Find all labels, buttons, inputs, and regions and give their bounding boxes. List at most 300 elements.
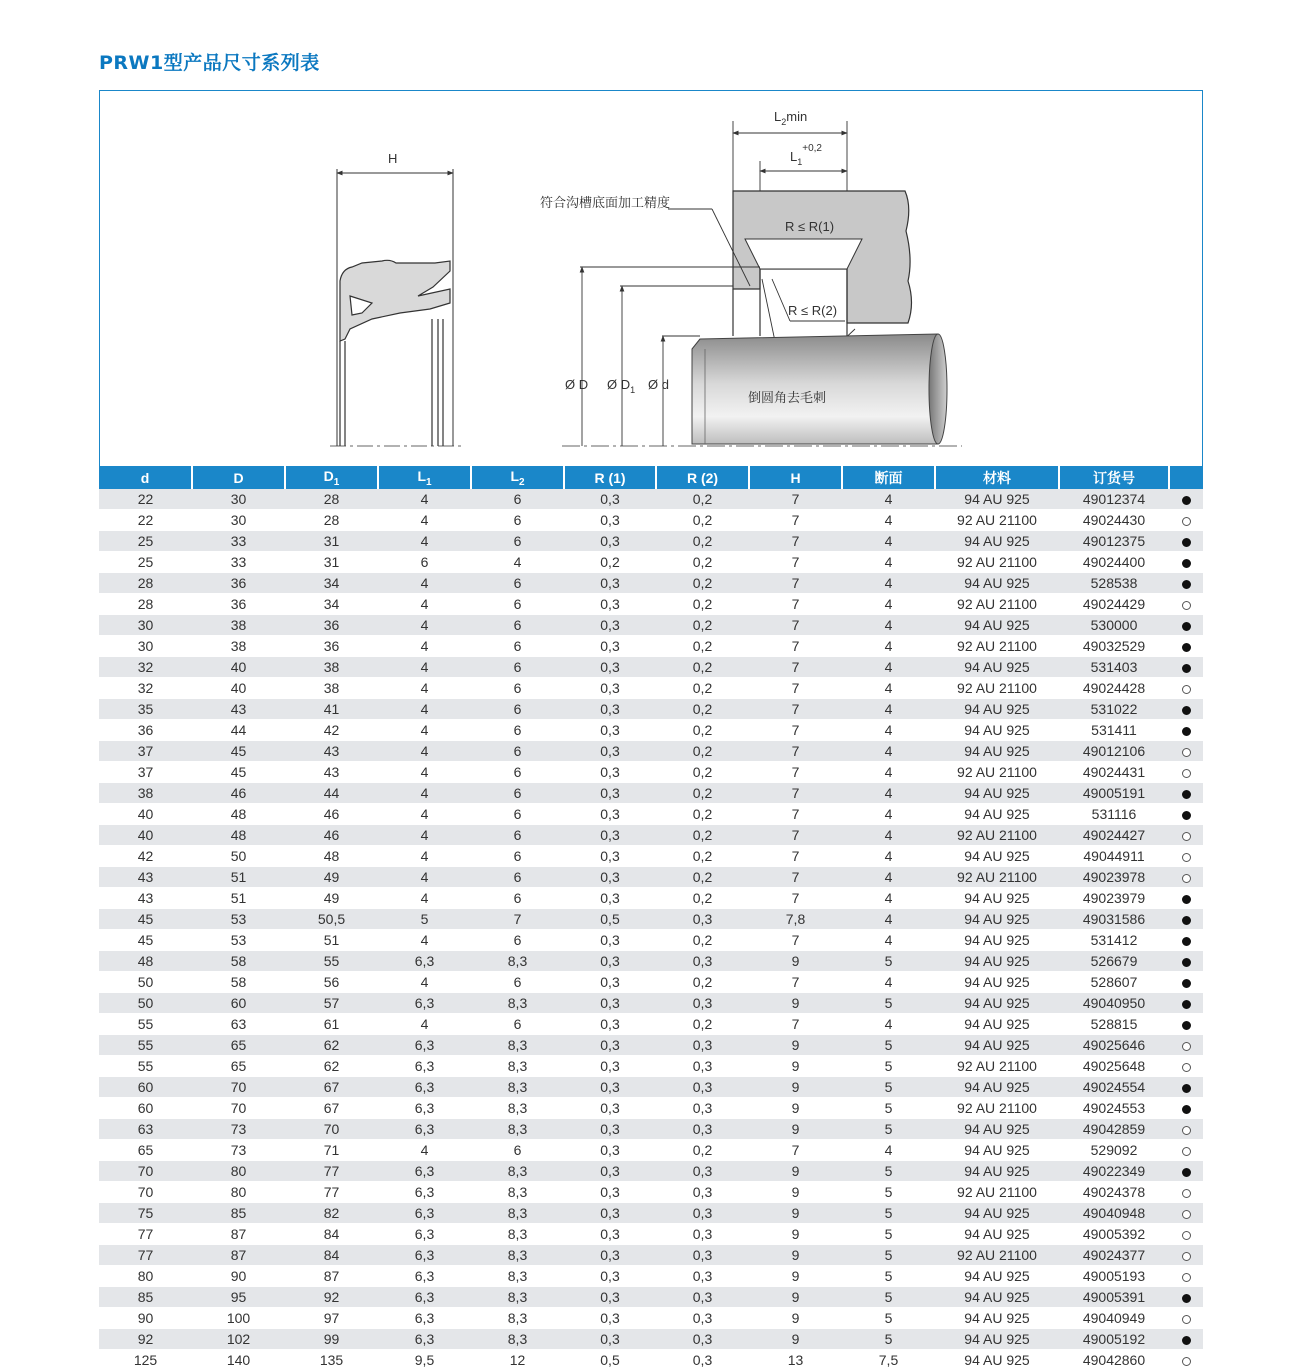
cell-section: 4	[842, 720, 935, 741]
cell-D1: 84	[285, 1245, 378, 1266]
cell-D: 46	[192, 783, 285, 804]
hollow-circle-icon	[1182, 1357, 1191, 1366]
cell-r2: 0,2	[656, 699, 749, 720]
page-title: PRW1型产品尺寸系列表	[99, 52, 320, 74]
cell-h: 9	[749, 951, 842, 972]
cell-availability	[1169, 951, 1203, 972]
table-row	[99, 888, 1203, 909]
cell-r2: 0,3	[656, 1119, 749, 1140]
cell-material: 94 AU 925	[935, 489, 1059, 510]
cell-h: 7	[749, 489, 842, 510]
cell-r1: 0,5	[564, 1350, 656, 1371]
filled-circle-icon	[1182, 958, 1191, 967]
cell-D: 44	[192, 720, 285, 741]
cell-section: 4	[842, 846, 935, 867]
cell-r1: 0,3	[564, 972, 656, 993]
cell-material: 92 AU 21100	[935, 1245, 1059, 1266]
cell-r2: 0,3	[656, 993, 749, 1014]
cell-L1: 4	[378, 741, 471, 762]
cell-D: 33	[192, 531, 285, 552]
cell-material: 94 AU 925	[935, 1308, 1059, 1329]
cell-r2: 0,3	[656, 1056, 749, 1077]
cell-L1: 6,3	[378, 1329, 471, 1350]
cell-L2: 6	[471, 678, 564, 699]
col-header-h: H	[749, 466, 842, 489]
cell-L2: 8,3	[471, 1056, 564, 1077]
cell-material: 94 AU 925	[935, 804, 1059, 825]
cell-section: 4	[842, 657, 935, 678]
cell-L2: 8,3	[471, 1287, 564, 1308]
filled-circle-icon	[1182, 1084, 1191, 1093]
cell-availability	[1169, 489, 1203, 510]
cell-d: 22	[99, 510, 192, 531]
cell-material: 92 AU 21100	[935, 552, 1059, 573]
cell-order-no: 49025648	[1059, 1056, 1169, 1077]
cell-L1: 4	[378, 720, 471, 741]
table-row	[99, 1224, 1203, 1245]
col-header-L1: $L_1$	[378, 466, 471, 489]
cell-d: 43	[99, 888, 192, 909]
cell-r2: 0,2	[656, 762, 749, 783]
cell-order-no: 49023978	[1059, 867, 1169, 888]
table-row	[99, 1266, 1203, 1287]
cell-r2: 0,2	[656, 657, 749, 678]
cell-L1: 4	[378, 615, 471, 636]
cell-d: 25	[99, 552, 192, 573]
cell-d: 22	[99, 489, 192, 510]
filled-circle-icon	[1182, 979, 1191, 988]
cell-L1: 6,3	[378, 1182, 471, 1203]
cell-d: 50	[99, 972, 192, 993]
cell-r2: 0,2	[656, 489, 749, 510]
cell-r1: 0,3	[564, 510, 656, 531]
cell-order-no: 49012106	[1059, 741, 1169, 762]
cell-L2: 6	[471, 930, 564, 951]
table-body	[99, 489, 1203, 1371]
cell-D: 51	[192, 888, 285, 909]
cell-material: 92 AU 21100	[935, 762, 1059, 783]
col-header-r2: R (2)	[656, 466, 749, 489]
cell-L2: 8,3	[471, 1203, 564, 1224]
col-header-availability	[1169, 466, 1203, 489]
cell-D: 36	[192, 594, 285, 615]
table-row	[99, 720, 1203, 741]
cell-h: 7,8	[749, 909, 842, 930]
cell-D1: 77	[285, 1182, 378, 1203]
cell-availability	[1169, 972, 1203, 993]
cell-r2: 0,3	[656, 909, 749, 930]
cell-D: 95	[192, 1287, 285, 1308]
cell-material: 94 AU 925	[935, 573, 1059, 594]
cell-D: 43	[192, 699, 285, 720]
cell-D1: 77	[285, 1161, 378, 1182]
table-row	[99, 678, 1203, 699]
cell-r2: 0,2	[656, 741, 749, 762]
filled-circle-icon	[1182, 706, 1191, 715]
cell-d: 60	[99, 1098, 192, 1119]
cell-L1: 5	[378, 909, 471, 930]
cell-order-no: 49024428	[1059, 678, 1169, 699]
cell-r2: 0,2	[656, 1014, 749, 1035]
cell-D1: 55	[285, 951, 378, 972]
cell-D: 48	[192, 804, 285, 825]
cell-order-no: 49005391	[1059, 1287, 1169, 1308]
col-header-order-no: 订货号	[1059, 466, 1169, 489]
cell-d: 92	[99, 1329, 192, 1350]
cell-L1: 6,3	[378, 1224, 471, 1245]
cell-d: 60	[99, 1077, 192, 1098]
cell-L1: 6,3	[378, 1266, 471, 1287]
table-row	[99, 699, 1203, 720]
cell-order-no: 49025646	[1059, 1035, 1169, 1056]
cell-material: 92 AU 21100	[935, 1056, 1059, 1077]
cell-D1: 62	[285, 1035, 378, 1056]
cell-L1: 4	[378, 636, 471, 657]
cell-order-no: 531022	[1059, 699, 1169, 720]
cell-r2: 0,2	[656, 594, 749, 615]
hollow-circle-icon	[1182, 832, 1191, 841]
cell-order-no: 49042859	[1059, 1119, 1169, 1140]
table-row	[99, 1140, 1203, 1161]
cell-D: 45	[192, 741, 285, 762]
cell-section: 4	[842, 741, 935, 762]
cell-L2: 6	[471, 846, 564, 867]
cell-r1: 0,2	[564, 552, 656, 573]
cell-availability	[1169, 930, 1203, 951]
hollow-circle-icon	[1182, 1147, 1191, 1156]
cell-section: 4	[842, 1140, 935, 1161]
table-row	[99, 951, 1203, 972]
cell-r1: 0,3	[564, 993, 656, 1014]
cell-material: 94 AU 925	[935, 846, 1059, 867]
cell-h: 13	[749, 1350, 842, 1371]
cell-D1: 43	[285, 741, 378, 762]
cell-availability	[1169, 594, 1203, 615]
cell-L1: 6,3	[378, 1098, 471, 1119]
cell-r1: 0,3	[564, 594, 656, 615]
cell-D: 87	[192, 1245, 285, 1266]
cell-D1: 70	[285, 1119, 378, 1140]
cell-D1: 46	[285, 825, 378, 846]
technical-drawing-panel	[99, 90, 1203, 466]
cell-material: 94 AU 925	[935, 951, 1059, 972]
chamfer-note: 倒圆角去毛刺	[748, 390, 827, 405]
cell-order-no: 49005392	[1059, 1224, 1169, 1245]
cell-r1: 0,3	[564, 1287, 656, 1308]
table-row	[99, 867, 1203, 888]
cell-r1: 0,3	[564, 825, 656, 846]
cell-D: 45	[192, 762, 285, 783]
cell-r2: 0,3	[656, 1182, 749, 1203]
cell-D: 58	[192, 972, 285, 993]
cell-order-no: 529092	[1059, 1140, 1169, 1161]
cell-h: 7	[749, 699, 842, 720]
table-row	[99, 1077, 1203, 1098]
table-row	[99, 1098, 1203, 1119]
cell-material: 92 AU 21100	[935, 867, 1059, 888]
cell-r1: 0,3	[564, 1140, 656, 1161]
cell-r1: 0,3	[564, 1161, 656, 1182]
cell-D1: 36	[285, 636, 378, 657]
cell-material: 94 AU 925	[935, 531, 1059, 552]
cell-section: 4	[842, 552, 935, 573]
cell-r2: 0,2	[656, 867, 749, 888]
cell-section: 5	[842, 1245, 935, 1266]
cell-D1: 67	[285, 1098, 378, 1119]
cell-availability	[1169, 1077, 1203, 1098]
cell-L2: 8,3	[471, 1098, 564, 1119]
cell-r2: 0,2	[656, 972, 749, 993]
cell-order-no: 49005193	[1059, 1266, 1169, 1287]
cell-D1: 51	[285, 930, 378, 951]
cell-d: 55	[99, 1014, 192, 1035]
cell-material: 94 AU 925	[935, 888, 1059, 909]
cell-D1: 57	[285, 993, 378, 1014]
cell-order-no: 49012374	[1059, 489, 1169, 510]
cell-material: 94 AU 925	[935, 1350, 1059, 1371]
cell-order-no: 49040950	[1059, 993, 1169, 1014]
cell-section: 4	[842, 783, 935, 804]
cell-D: 65	[192, 1056, 285, 1077]
cell-L1: 6,3	[378, 1056, 471, 1077]
cell-order-no: 49024430	[1059, 510, 1169, 531]
cell-availability	[1169, 573, 1203, 594]
cell-L2: 6	[471, 1140, 564, 1161]
cell-d: 38	[99, 783, 192, 804]
cell-section: 4	[842, 804, 935, 825]
cell-material: 94 AU 925	[935, 657, 1059, 678]
hollow-circle-icon	[1182, 1063, 1191, 1072]
cell-r1: 0,3	[564, 573, 656, 594]
cell-section: 4	[842, 699, 935, 720]
cell-d: 63	[99, 1119, 192, 1140]
filled-circle-icon	[1182, 811, 1191, 820]
cell-L2: 8,3	[471, 1161, 564, 1182]
cell-h: 7	[749, 636, 842, 657]
cell-d: 48	[99, 951, 192, 972]
cell-availability	[1169, 1308, 1203, 1329]
cell-d: 55	[99, 1056, 192, 1077]
cell-r2: 0,3	[656, 1287, 749, 1308]
cell-d: 77	[99, 1224, 192, 1245]
cell-D1: 135	[285, 1350, 378, 1371]
cell-availability	[1169, 1182, 1203, 1203]
cell-section: 5	[842, 1182, 935, 1203]
cell-D1: 84	[285, 1224, 378, 1245]
cell-section: 4	[842, 972, 935, 993]
cell-D: 100	[192, 1308, 285, 1329]
cell-order-no: 49023979	[1059, 888, 1169, 909]
cell-order-no: 49005191	[1059, 783, 1169, 804]
cell-order-no: 49024431	[1059, 762, 1169, 783]
cell-L1: 4	[378, 699, 471, 720]
cell-order-no: 49005192	[1059, 1329, 1169, 1350]
cell-h: 7	[749, 741, 842, 762]
cell-section: 5	[842, 1287, 935, 1308]
cell-d: 37	[99, 741, 192, 762]
cell-availability	[1169, 720, 1203, 741]
cell-h: 7	[749, 867, 842, 888]
cell-r1: 0,3	[564, 1329, 656, 1350]
col-header-D: D	[192, 466, 285, 489]
cell-d: 90	[99, 1308, 192, 1329]
table-row	[99, 1329, 1203, 1350]
cell-L1: 4	[378, 825, 471, 846]
cell-material: 92 AU 21100	[935, 636, 1059, 657]
cell-material: 94 AU 925	[935, 1266, 1059, 1287]
radius-r1-label: R ≤ R(1)	[785, 219, 835, 234]
cell-order-no: 49024553	[1059, 1098, 1169, 1119]
cell-availability	[1169, 762, 1203, 783]
cell-order-no: 49024378	[1059, 1182, 1169, 1203]
cell-D1: 46	[285, 804, 378, 825]
cell-L2: 8,3	[471, 1224, 564, 1245]
cell-D: 40	[192, 657, 285, 678]
cell-material: 92 AU 21100	[935, 1098, 1059, 1119]
cell-r1: 0,3	[564, 615, 656, 636]
table-row	[99, 615, 1203, 636]
dim-label-phi-d-inner: Ø d	[648, 377, 669, 392]
cell-D1: 61	[285, 1014, 378, 1035]
cell-D1: 41	[285, 699, 378, 720]
cell-order-no: 49040949	[1059, 1308, 1169, 1329]
cell-order-no: 528815	[1059, 1014, 1169, 1035]
filled-circle-icon	[1182, 937, 1191, 946]
cell-D: 65	[192, 1035, 285, 1056]
cell-h: 7	[749, 846, 842, 867]
cell-L2: 8,3	[471, 1266, 564, 1287]
cell-L2: 6	[471, 489, 564, 510]
cell-L1: 4	[378, 489, 471, 510]
cell-r1: 0,3	[564, 1245, 656, 1266]
cell-h: 7	[749, 615, 842, 636]
cell-d: 70	[99, 1161, 192, 1182]
cell-material: 92 AU 21100	[935, 1182, 1059, 1203]
cell-d: 25	[99, 531, 192, 552]
table-row	[99, 1308, 1203, 1329]
cell-section: 5	[842, 1161, 935, 1182]
cell-d: 43	[99, 867, 192, 888]
dimension-table	[99, 466, 1203, 1371]
cell-material: 94 AU 925	[935, 1203, 1059, 1224]
cell-h: 9	[749, 993, 842, 1014]
cell-D1: 43	[285, 762, 378, 783]
cell-h: 7	[749, 594, 842, 615]
cell-section: 5	[842, 1266, 935, 1287]
cell-D1: 97	[285, 1308, 378, 1329]
cell-L2: 12	[471, 1350, 564, 1371]
seal-drawing	[100, 91, 1204, 467]
cell-L2: 6	[471, 741, 564, 762]
cell-section: 4	[842, 762, 935, 783]
cell-L2: 6	[471, 510, 564, 531]
cell-D: 80	[192, 1182, 285, 1203]
cell-D1: 67	[285, 1077, 378, 1098]
cell-L2: 6	[471, 615, 564, 636]
filled-circle-icon	[1182, 1105, 1191, 1114]
cell-D: 53	[192, 909, 285, 930]
cell-d: 42	[99, 846, 192, 867]
cell-L1: 6	[378, 552, 471, 573]
cell-L2: 8,3	[471, 1329, 564, 1350]
cell-h: 9	[749, 1224, 842, 1245]
cell-r2: 0,2	[656, 678, 749, 699]
cell-section: 5	[842, 1308, 935, 1329]
cell-d: 35	[99, 699, 192, 720]
cell-section: 4	[842, 594, 935, 615]
filled-circle-icon	[1182, 496, 1191, 505]
cell-d: 45	[99, 930, 192, 951]
cell-availability	[1169, 678, 1203, 699]
table-row	[99, 1119, 1203, 1140]
filled-circle-icon	[1182, 1294, 1191, 1303]
cell-D1: 34	[285, 573, 378, 594]
cell-D1: 31	[285, 531, 378, 552]
hollow-circle-icon	[1182, 517, 1191, 526]
cell-availability	[1169, 657, 1203, 678]
cell-D1: 48	[285, 846, 378, 867]
cell-h: 9	[749, 1287, 842, 1308]
cell-L1: 6,3	[378, 1161, 471, 1182]
cell-d: 50	[99, 993, 192, 1014]
cell-availability	[1169, 1035, 1203, 1056]
cell-r2: 0,2	[656, 783, 749, 804]
cell-L1: 6,3	[378, 951, 471, 972]
hollow-circle-icon	[1182, 1231, 1191, 1240]
filled-circle-icon	[1182, 622, 1191, 631]
cell-d: 28	[99, 573, 192, 594]
cell-material: 94 AU 925	[935, 993, 1059, 1014]
cell-h: 7	[749, 804, 842, 825]
cell-availability	[1169, 1224, 1203, 1245]
cell-section: 5	[842, 1077, 935, 1098]
cell-section: 4	[842, 867, 935, 888]
cell-order-no: 49032529	[1059, 636, 1169, 657]
cell-availability	[1169, 1266, 1203, 1287]
col-header-d: d	[99, 466, 192, 489]
cell-h: 9	[749, 1161, 842, 1182]
cell-availability	[1169, 1056, 1203, 1077]
filled-circle-icon	[1182, 895, 1191, 904]
table-row	[99, 1245, 1203, 1266]
cell-L1: 4	[378, 930, 471, 951]
cell-h: 9	[749, 1329, 842, 1350]
cell-L1: 4	[378, 804, 471, 825]
cell-r2: 0,2	[656, 636, 749, 657]
cell-L1: 4	[378, 762, 471, 783]
table-row	[99, 1056, 1203, 1077]
cell-L2: 8,3	[471, 1077, 564, 1098]
cell-r1: 0,3	[564, 1098, 656, 1119]
cell-r1: 0,3	[564, 846, 656, 867]
cell-r2: 0,2	[656, 573, 749, 594]
cell-material: 94 AU 925	[935, 615, 1059, 636]
cell-section: 4	[842, 678, 935, 699]
hollow-circle-icon	[1182, 1189, 1191, 1198]
cell-material: 92 AU 21100	[935, 510, 1059, 531]
filled-circle-icon	[1182, 643, 1191, 652]
cell-d: 65	[99, 1140, 192, 1161]
table-header-row	[99, 466, 1203, 489]
cell-d: 45	[99, 909, 192, 930]
cell-availability	[1169, 1245, 1203, 1266]
cell-r1: 0,3	[564, 1224, 656, 1245]
cell-h: 7	[749, 573, 842, 594]
cell-D: 48	[192, 825, 285, 846]
hollow-circle-icon	[1182, 1315, 1191, 1324]
cell-section: 5	[842, 1224, 935, 1245]
cell-section: 5	[842, 1035, 935, 1056]
